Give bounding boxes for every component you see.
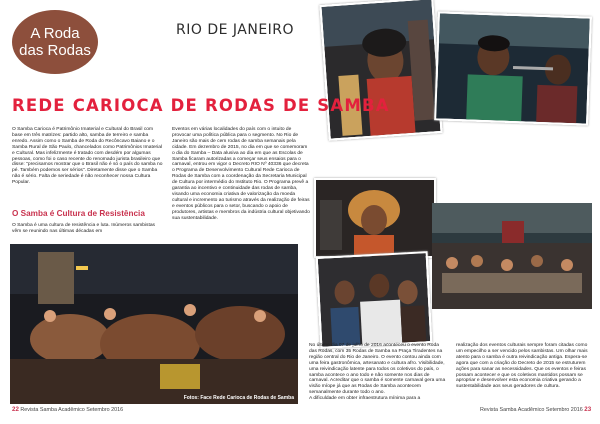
photo-event-panorama	[432, 203, 592, 309]
footer-right-text: Revista Samba Acadêmico Setembro 2016	[480, 407, 583, 413]
photo-band-outdoor-art	[318, 253, 430, 347]
column-1-paragraph: O Samba Carioca é Patrimônio Imaterial e Cultural do Brasil com base em três matrizes: partido alto, samba de terreiro e samba enredo. Assim como o Samba de Roda do Recôncavo Baiano e o Samba Rural de São Paulo, chancelados como Patrimônios Imaterial e Cultural. Mas infelizmente é tratado com desdém por algumas pessoas, como foi o caso recente do renomado jurista brasileiro que disse: "precisamos mostrar que o Brasil não é só o país do samba no pé. Também podemos ser sérios". Diretamente disse que o Samba não é sério. Falta de seriedade é não reconhecer nossa Cultura Popular.	[12, 127, 163, 186]
photo-crowd	[10, 244, 298, 404]
footer-right	[480, 406, 591, 413]
column-2-paragraph: Eventos em várias localidades do país com o intuito de provocar uma política pública para o segmento. No Rio de Janeiro são mais de cem rodas de samba semanais pela cidade. Em dezembro de 2015, no dia em que se comemoram o dia do Samba – Data alusiva ao dia em que as Escolas de Samba ficaram autorizadas a começar seus ensaios para o carnaval, entrou em vigor o Decreto RIO Nº 40336 que decreta o Programa de Desenvolvimento Cultural Rede Carioca de Rodas de Samba com a coordenação da Secretaria Municipal de Cultura por intermédio do Instituto Rio. O Programa prevê a garantia ao incentivo e continuidade das rodas de samba, visando uma economia criativa de valorização da moeda cultural e incremento ao turismo através da realização de feiras e eventos públicos para o setor, buscando o apoio de produtores, artistas e membros da indústria cultural objetivando sua sustentabilidade.	[172, 127, 310, 221]
badge-line-2: das Rodas	[19, 42, 91, 59]
section-badge	[12, 10, 98, 74]
column-1-lower	[12, 223, 164, 235]
photo-band-outdoor	[316, 251, 433, 349]
badge-line-1: A Roda	[30, 25, 80, 42]
subheading: O Samba é Cultura de Resistência	[12, 209, 145, 218]
photo-singer-woman-art	[316, 180, 434, 256]
column-3-paragraph-2: A dificuldade em obter infraestrutura mínima para a	[309, 396, 421, 402]
column-1-paragraph-2: O Samba é uma cultura de resistência e luta. Inúmeros sambistas vêm se reunindo nas últimas décadas em	[12, 223, 155, 234]
column-2	[172, 127, 310, 222]
footer-left-page: 22	[12, 406, 19, 413]
column-4-paragraph: realização dos eventos culturais sempre foram citadas como um empecilho a ser vencido pelos sambistas. Um olhar mais atento para o samba é outra reivindicação antiga. Espera-se agora que com a criação do Decreto de 2015 se estruturem ações para sanar as necessidades. Que os eventos e feiras possam acontecer e que os coletivos mantidos possam se apropriar e desenvolver esta economia criativa gerando a sustentabilidade aos seus geradores de cultura.	[456, 343, 588, 390]
photo-samba-singer	[319, 0, 442, 141]
footer-right-page: 23	[584, 406, 592, 413]
photo-event-panorama-art	[432, 203, 592, 309]
column-3-paragraph: No último dia 07 de julho de 2016 aconteceu o evento Roda das Rodas, com 35 Rodas de Samba na Praça Tiradentes na região central do Rio de Janeiro. O evento contou ainda com uma feira gastronômica, artesanato e cultura afro. Visibilidade, uma reivindicação latente para todos os coletivos do país, o samba acontece o ano todo e não somente nos dias de carnaval. Acreditar que o samba é somente carnaval gera uma visão míope já que as Rodas de Samba acontecem semanalmente durante todo o ano.	[309, 343, 446, 396]
column-3	[309, 343, 447, 402]
photo-caption: Fotos: Face Rede Carioca de Rodas de Samba	[183, 395, 294, 401]
column-4	[456, 343, 592, 390]
footer-left	[12, 406, 123, 413]
footer-left-text: Revista Samba Acadêmico Setembro 2016	[20, 407, 124, 413]
photo-samba-singer-art	[322, 0, 441, 139]
column-1	[12, 127, 164, 186]
photo-singer-woman	[314, 178, 436, 258]
photo-musicians	[434, 11, 592, 125]
headline: REDE CARIOCA DE RODAS DE SAMBA	[12, 96, 390, 115]
photo-crowd-art	[10, 244, 298, 404]
photo-musicians-art	[436, 13, 590, 123]
section-title: RIO DE JANEIRO	[176, 22, 295, 38]
